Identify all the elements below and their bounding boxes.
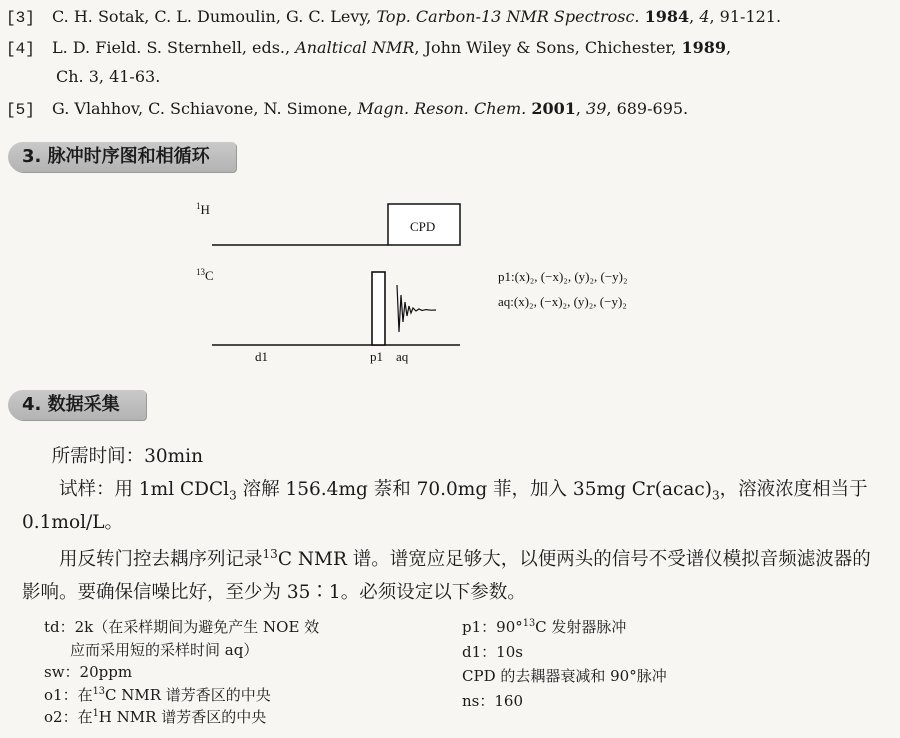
- reference-pages: 91-121.: [719, 7, 782, 26]
- param-p1: p1：90°$^{13}$C 发射器脉冲: [462, 618, 627, 636]
- param-d1: d1：10s: [462, 642, 523, 661]
- reference-4: [4] L. D. Field. S. Sternhell, eds., Analtical NMR, John Wiley & Sons, Chichester, 1989, Ch. 3, 41-63.: [6, 38, 732, 86]
- param-o1: o1：在$^{13}$C NMR 谱芳香区的中央: [44, 685, 271, 704]
- param-ns: ns：160: [462, 691, 523, 710]
- reference-volume: 39: [586, 99, 607, 118]
- reference-volume: 4: [699, 7, 710, 26]
- param-td: td：2k（在采样期间为避免产生 NOE 效: [44, 618, 320, 636]
- reference-journal: Analtical NMR: [295, 38, 415, 57]
- reference-number: [5]: [6, 101, 35, 119]
- param-sw: sw：20ppm: [44, 663, 133, 681]
- d1-label: d1: [255, 349, 268, 364]
- section-heading-pulse-sequence: 3. 脉冲时序图和相循环: [8, 142, 236, 172]
- param-cpd: CPD 的去耦器衰减和 90°脉冲: [462, 667, 667, 685]
- param-o2: o2：在$^1$H NMR 谱芳香区的中央: [44, 708, 267, 726]
- reference-line2: Ch. 3, 41-63.: [56, 67, 161, 86]
- c-channel-label: $^{13}$C: [196, 267, 214, 283]
- p1-label: p1: [370, 349, 383, 364]
- reference-year: 2001: [531, 99, 576, 118]
- reference-number: [4]: [6, 40, 35, 58]
- sample-description: 试样：用 1ml CDCl$_3$ 溶解 156.4mg 萘和 70.0mg 菲，加入 35mg $Cr(acac)_3$，溶液浓度相当于 0.1mol/L。: [22, 479, 868, 533]
- reference-journal: Magn. Reson. Chem.: [357, 99, 527, 118]
- reference-year: 1984: [644, 7, 690, 26]
- reference-number: [3]: [6, 9, 35, 27]
- reference-5: [5] G. Vlahhov, C. Schiavone, N. Simone, Magn. Reson. Chem. 2001, 39, 689-695.: [6, 99, 689, 119]
- h-channel-label: $^1$H: [196, 201, 210, 217]
- reference-year: 1989: [681, 38, 727, 57]
- pulse-sequence-diagram: [0, 190, 900, 370]
- reference-tail: ,: [726, 38, 732, 57]
- reference-3: [3] C. H. Sotak, C. L. Dumoulin, G. C. Levy, Top. Carbon-13 NMR Spectrosc. 1984, 4, 91-121.: [6, 7, 782, 27]
- reference-pages: 689-695.: [616, 99, 689, 118]
- reference-journal: Top. Carbon-13 NMR Spectrosc.: [376, 7, 640, 26]
- cpd-label: CPD: [410, 219, 436, 234]
- acquisition-body: [22, 440, 882, 609]
- parameters-left: [44, 616, 319, 729]
- fid-signal: [397, 285, 436, 332]
- section-heading-data-acquisition: 4. 数据采集: [8, 390, 146, 420]
- reference-publisher: John Wiley & Sons, Chichester,: [424, 38, 677, 57]
- reference-authors: G. Vlahhov, C. Schiavone, N. Simone,: [52, 99, 353, 118]
- procedure-paragraph: 用反转门控去耦序列记录$^{13}$C NMR 谱。谱宽应足够大，以便两头的信号不受谱仪模拟音频滤波器的影响。要确保信噪比好，至少为 35∶1。必须设定以下参数。: [22, 546, 871, 603]
- aq-label: aq: [396, 349, 409, 364]
- parameters-right: [462, 616, 667, 712]
- phase-cycle-p1: p1:(x)₂, (−x)₂, (y)₂, (−y)₂: [498, 269, 628, 284]
- phase-cycle-aq: aq:(x)₂, (−x)₂, (y)₂, (−y)₂: [498, 294, 627, 309]
- reference-authors: L. D. Field. S. Sternhell, eds.,: [52, 38, 291, 57]
- p1-pulse: [372, 272, 385, 345]
- required-time: 所需时间：30min: [51, 446, 204, 467]
- reference-authors: C. H. Sotak, C. L. Dumoulin, G. C. Levy,: [52, 7, 372, 26]
- param-td-note: 应而采用短的采样时间 aq）: [70, 640, 259, 659]
